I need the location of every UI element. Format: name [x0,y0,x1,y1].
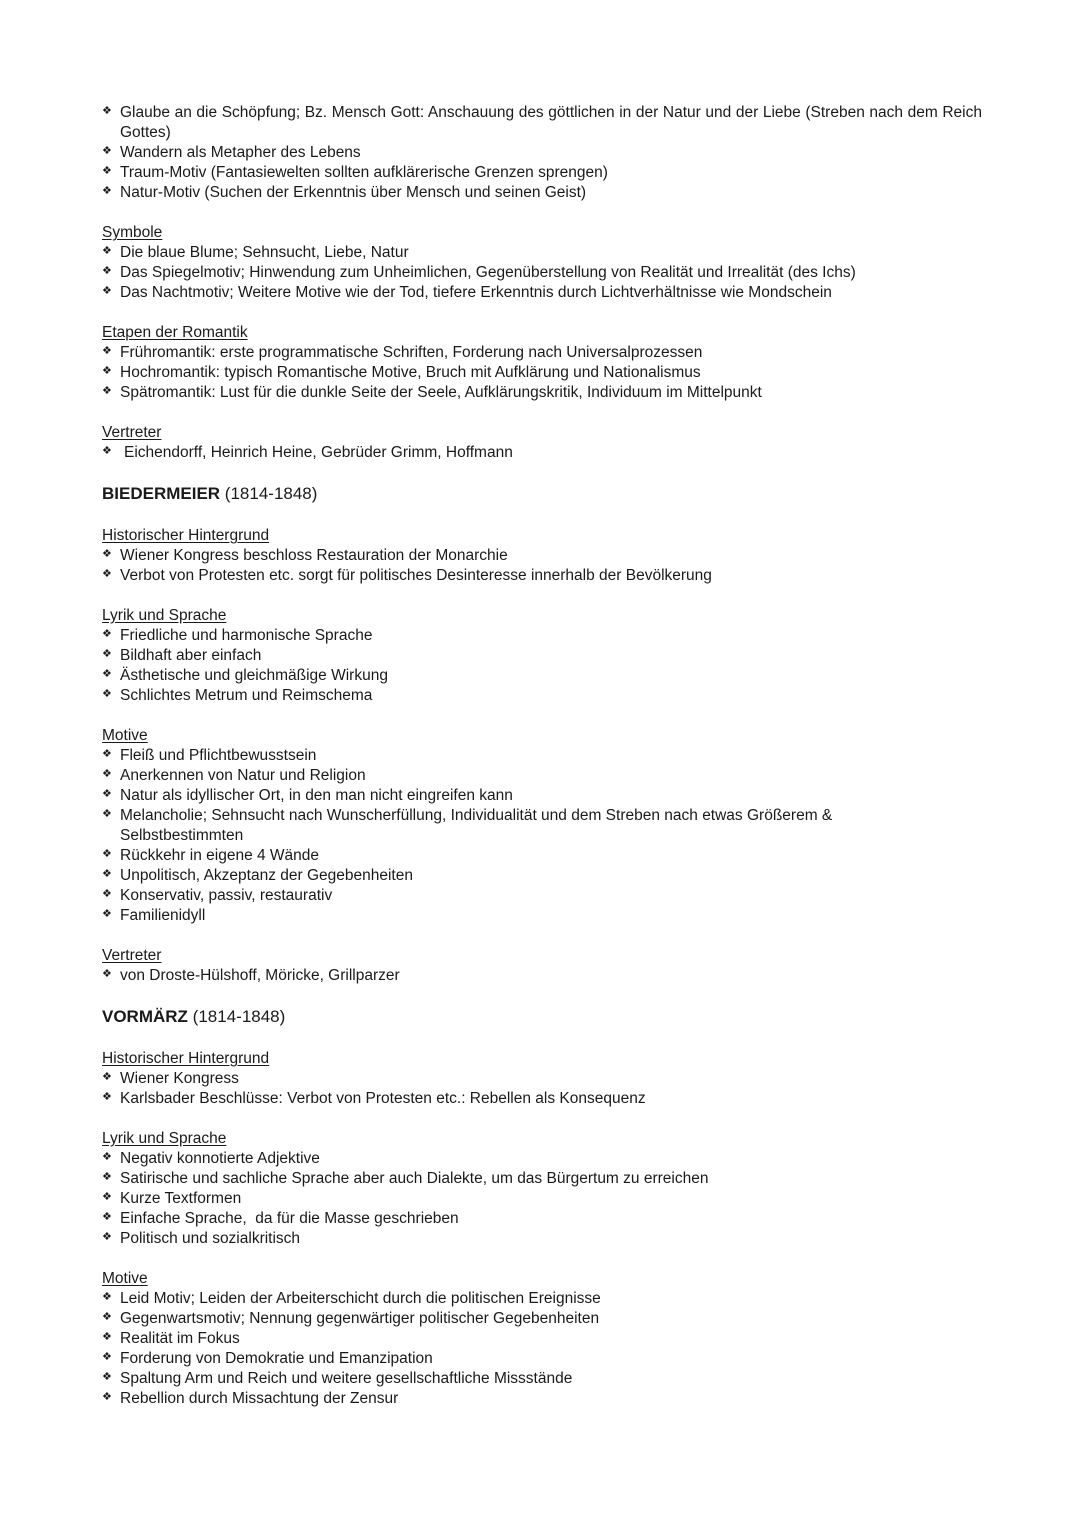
bullet-icon: ❖ [102,768,112,780]
list-item: ❖ Kurze Textformen [102,1190,242,1207]
list-item: ❖ Negativ konnotierte Adjektive [102,1150,320,1167]
bullet-icon: ❖ [102,1371,112,1383]
bullet-icon: ❖ [102,165,112,177]
list-item: ❖ Leid Motiv; Leiden der Arbeiterschicht durch die politischen Ereignisse [102,1290,601,1307]
document-page [102,103,982,1429]
subheading-etapen: Etapen der Romantik [102,324,248,341]
section-title-vormaerz: VORMÄRZ (1814-1848) [102,1007,286,1026]
list-item: ❖ Familienidyll [102,907,206,924]
bullet-icon: ❖ [102,668,112,680]
bullet-icon: ❖ [102,808,112,820]
list-item: ❖ Rebellion durch Missachtung der Zensur [102,1390,399,1407]
bullet-icon: ❖ [102,628,112,640]
bullet-icon: ❖ [102,688,112,700]
vormaerz-motive-section [102,1269,982,1409]
list-item: ❖ Das Spiegelmotiv; Hinwendung zum Unheimlichen, Gegenüberstellung von Realität und Irrealität (des Ichs) [102,264,856,281]
vormaerz-hintergrund-section [102,1049,982,1109]
list-item: ❖ Natur-Motiv (Suchen der Erkenntnis über Mensch und seinen Geist) [102,184,587,201]
symbole-list [102,243,982,303]
bullet-icon: ❖ [102,648,112,660]
list-item: ❖ Karlsbader Beschlüsse: Verbot von Protesten etc.: Rebellen als Konsequenz [102,1090,646,1107]
bullet-icon: ❖ [102,245,112,257]
list-item: ❖ Anerkennen von Natur und Religion [102,767,366,784]
bullet-icon: ❖ [102,365,112,377]
biedermeier-hintergrund-section [102,526,982,586]
list-item: ❖ Eichendorff, Heinrich Heine, Gebrüder Grimm, Hoffmann [102,444,513,461]
list-item: ❖ Gegenwartsmotiv; Nennung gegenwärtiger politischer Gegebenheiten [102,1310,600,1327]
subheading-lyrik-und-sprache: Lyrik und Sprache [102,1130,227,1147]
biedermeier-lyrik-section [102,606,982,706]
subheading-symbole: Symbole [102,224,163,241]
bullet-icon: ❖ [102,748,112,760]
list-item: ❖ Fleiß und Pflichtbewusstsein [102,747,317,764]
bullet-icon: ❖ [102,1091,112,1103]
list-item: ❖ Wandern als Metapher des Lebens [102,144,361,161]
bullet-icon: ❖ [102,908,112,920]
hintergrund-list [102,1069,982,1109]
bullet-icon: ❖ [102,888,112,900]
romantik-etapen-section [102,323,982,403]
bullet-icon: ❖ [102,185,112,197]
list-item: ❖ Natur als idyllischer Ort, in den man nicht eingreifen kann [102,787,513,804]
bullet-icon: ❖ [102,1071,112,1083]
list-item: ❖ Melancholie; Sehnsucht nach Wunscherfüllung, Individualität und dem Streben nach etwas Größerem & Selbstbestimmten [102,807,833,844]
romantik-intro-list-group [102,103,982,203]
bullet-icon: ❖ [102,1291,112,1303]
list-item: ❖ Frühromantik: erste programmatische Schriften, Forderung nach Universalprozessen [102,344,703,361]
bullet-icon: ❖ [102,1151,112,1163]
subheading-historischer-hintergrund: Historischer Hintergrund [102,527,270,544]
bullet-icon: ❖ [102,568,112,580]
list-item: ❖ Wiener Kongress [102,1070,239,1087]
list-item: ❖ Das Nachtmotiv; Weitere Motive wie der Tod, tiefere Erkenntnis durch Lichtverhältnisse wie Mondschein [102,284,832,301]
subheading-historischer-hintergrund: Historischer Hintergrund [102,1050,270,1067]
bullet-icon: ❖ [102,145,112,157]
list-item: ❖ Spätromantik: Lust für die dunkle Seite der Seele, Aufklärungskritik, Individuum im Mittelpunkt [102,384,762,401]
list-item: ❖ Schlichtes Metrum und Reimschema [102,687,373,704]
bullet-icon: ❖ [102,265,112,277]
list-item: ❖ Forderung von Demokratie und Emanzipation [102,1350,433,1367]
list-item: ❖ Wiener Kongress beschloss Restauration der Monarchie [102,547,508,564]
bullet-icon: ❖ [102,788,112,800]
romantik-intro-list [102,103,982,203]
motive-list [102,1289,982,1409]
biedermeier-vertreter-section [102,946,982,986]
list-item: ❖ Satirische und sachliche Sprache aber auch Dialekte, um das Bürgertum zu erreichen [102,1170,709,1187]
hintergrund-list [102,546,982,586]
vormaerz-lyrik-section [102,1129,982,1249]
list-item: ❖ Realität im Fokus [102,1330,240,1347]
bullet-icon: ❖ [102,385,112,397]
vertreter-list [102,966,982,986]
lyrik-list [102,1149,982,1249]
list-item: ❖ Spaltung Arm und Reich und weitere gesellschaftliche Missstände [102,1370,573,1387]
bullet-icon: ❖ [102,1231,112,1243]
bullet-icon: ❖ [102,968,112,980]
bullet-icon: ❖ [102,105,112,117]
list-item: ❖ Friedliche und harmonische Sprache [102,627,373,644]
bullet-icon: ❖ [102,345,112,357]
subheading-vertreter: Vertreter [102,424,162,441]
bullet-icon: ❖ [102,848,112,860]
bullet-icon: ❖ [102,1311,112,1323]
list-item: ❖ Hochromantik: typisch Romantische Motive, Bruch mit Aufklärung und Nationalismus [102,364,701,381]
bullet-icon: ❖ [102,1391,112,1403]
bullet-icon: ❖ [102,285,112,297]
list-item: ❖ Glaube an die Schöpfung; Bz. Mensch Gott: Anschauung des göttlichen in der Natur und der Liebe (Streben nach dem Reich Gottes) [102,104,982,141]
list-item: ❖ Traum-Motiv (Fantasiewelten sollten aufklärerische Grenzen sprengen) [102,164,608,181]
subheading-lyrik-und-sprache: Lyrik und Sprache [102,607,227,624]
motive-list [102,746,982,926]
bullet-icon: ❖ [102,445,112,457]
list-item: ❖ Die blaue Blume; Sehnsucht, Liebe, Natur [102,244,409,261]
list-item: ❖ Politisch und sozialkritisch [102,1230,301,1247]
bullet-icon: ❖ [102,1331,112,1343]
section-title-biedermeier: BIEDERMEIER (1814-1848) [102,484,318,503]
bullet-icon: ❖ [102,868,112,880]
list-item: ❖ Unpolitisch, Akzeptanz der Gegebenheiten [102,867,413,884]
bullet-icon: ❖ [102,1211,112,1223]
list-item: ❖ von Droste-Hülshoff, Möricke, Grillparzer [102,967,400,984]
list-item: ❖ Ästhetische und gleichmäßige Wirkung [102,667,388,684]
subheading-vertreter: Vertreter [102,947,162,964]
list-item: ❖ Verbot von Protesten etc. sorgt für politisches Desinteresse innerhalb der Bevölkerung [102,567,712,584]
bullet-icon: ❖ [102,1171,112,1183]
vertreter-list [102,443,982,463]
bullet-icon: ❖ [102,1351,112,1363]
bullet-icon: ❖ [102,548,112,560]
romantik-symbole-section [102,223,982,303]
subheading-motive: Motive [102,727,148,744]
etapen-list [102,343,982,403]
romantik-vertreter-section [102,423,982,463]
subheading-motive: Motive [102,1270,148,1287]
list-item: ❖ Rückkehr in eigene 4 Wände [102,847,320,864]
list-item: ❖ Konservativ, passiv, restaurativ [102,887,333,904]
list-item: ❖ Einfache Sprache, da für die Masse geschrieben [102,1210,459,1227]
biedermeier-motive-section [102,726,982,926]
bullet-icon: ❖ [102,1191,112,1203]
lyrik-list [102,626,982,706]
list-item: ❖ Bildhaft aber einfach [102,647,262,664]
